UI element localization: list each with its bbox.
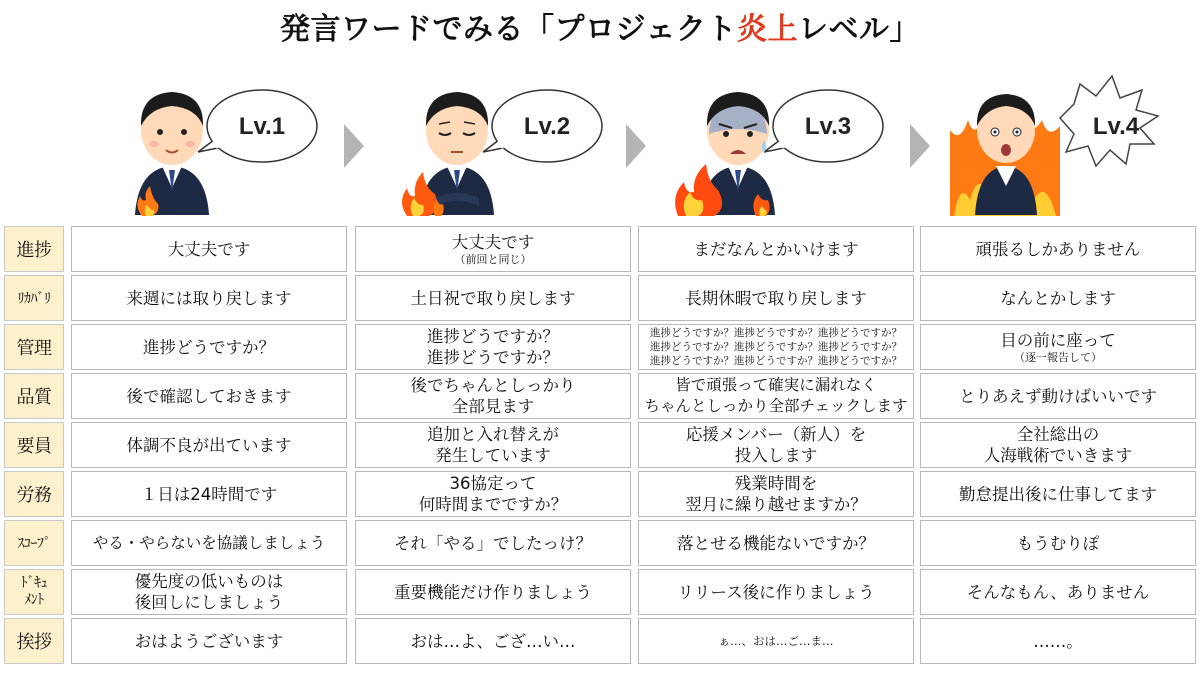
- level-arrow-1: [344, 124, 364, 168]
- table-cell: 36協定って 何時間までですか？: [355, 471, 631, 517]
- table-cell: 長期休暇で取り戻します: [638, 275, 914, 321]
- table-cell: 後でちゃんとしっかり 全部見ます: [355, 373, 631, 419]
- table-cell: 勤怠提出後に仕事してます: [920, 471, 1196, 517]
- table-cell: 体調不良が出ています: [71, 422, 347, 468]
- table-cell: 大丈夫です: [71, 226, 347, 272]
- table-cell: おは…よ、ござ…い…: [355, 618, 631, 664]
- level-3-header: [676, 60, 906, 220]
- table-cell: 来週には取り戻します: [71, 275, 347, 321]
- table-cell: もうむりぽ: [920, 520, 1196, 566]
- table-cell: 進捗どうですか？: [71, 324, 347, 370]
- level-2-label: Lv.2: [523, 113, 571, 140]
- level-1-header: [110, 60, 340, 220]
- table-cell: 大丈夫です （前回と同じ）: [355, 226, 631, 272]
- table-cell: 進捗どうですか？進捗どうですか？進捗どうですか？ 進捗どうですか？進捗どうですか？進捗どうですか？ 進捗どうですか？進捗どうですか？進捗どうですか？: [638, 324, 914, 370]
- category-label: 挨拶: [4, 618, 64, 664]
- table-cell: おはようございます: [71, 618, 347, 664]
- table-cell: やる・やらないを協議しましょう: [71, 520, 347, 566]
- category-label: 進捗: [4, 226, 64, 272]
- table-cell: 目の前に座って （逐一報告して）: [920, 324, 1196, 370]
- table-cell: ……。: [920, 618, 1196, 664]
- level-arrow-3: [910, 124, 930, 168]
- table-cell: 応援メンバー（新人）を 投入します: [638, 422, 914, 468]
- table-cell: そんなもん、ありません: [920, 569, 1196, 615]
- table-cell: 優先度の低いものは 後回しにしましょう: [71, 569, 347, 615]
- category-label: 管理: [4, 324, 64, 370]
- table-cell: 進捗どうですか？ 進捗どうですか？: [355, 324, 631, 370]
- level-2-header: [395, 60, 625, 220]
- category-label: ﾘｶﾊﾞﾘ: [4, 275, 64, 321]
- table-cell: 全社総出の 人海戦術でいきます: [920, 422, 1196, 468]
- level-arrow-2: [626, 124, 646, 168]
- table-cell: リリース後に作りましょう: [638, 569, 914, 615]
- table-cell: なんとかします: [920, 275, 1196, 321]
- table-cell: 後で確認しておきます: [71, 373, 347, 419]
- table-cell: 土日祝で取り戻します: [355, 275, 631, 321]
- level-3-label: Lv.3: [804, 113, 852, 140]
- table-cell: 残業時間を 翌月に繰り越せますか？: [638, 471, 914, 517]
- level-1-label: Lv.1: [238, 113, 286, 140]
- table-cell: 頑張るしかありません: [920, 226, 1196, 272]
- category-label: 労務: [4, 471, 64, 517]
- level-4-header: [950, 60, 1190, 220]
- title-suffix: レベル」: [797, 12, 920, 47]
- category-label: ﾄﾞｷｭ ﾒﾝﾄ: [4, 569, 64, 615]
- page-title: [0, 10, 1200, 50]
- table-cell: ぁ…、おは…ご…ま…: [638, 618, 914, 664]
- table-cell: １日は24時間です: [71, 471, 347, 517]
- category-label: 要員: [4, 422, 64, 468]
- table-cell: 落とせる機能ないですか？: [638, 520, 914, 566]
- level-4-label: Lv.4: [1092, 113, 1140, 140]
- table-cell: 皆で頑張って確実に漏れなく ちゃんとしっかり全部チェックします: [638, 373, 914, 419]
- category-label: 品質: [4, 373, 64, 419]
- category-label: ｽｺｰﾌﾟ: [4, 520, 64, 566]
- table-cell: 重要機能だけ作りましょう: [355, 569, 631, 615]
- table-cell: 追加と入れ替えが 発生しています: [355, 422, 631, 468]
- title-prefix: 発言ワードでみる「プロジェクト: [280, 12, 737, 47]
- table-cell: それ「やる」でしたっけ？: [355, 520, 631, 566]
- table-cell: とりあえず動けばいいです: [920, 373, 1196, 419]
- title-highlight: 炎上: [736, 12, 798, 47]
- table-cell: まだなんとかいけます: [638, 226, 914, 272]
